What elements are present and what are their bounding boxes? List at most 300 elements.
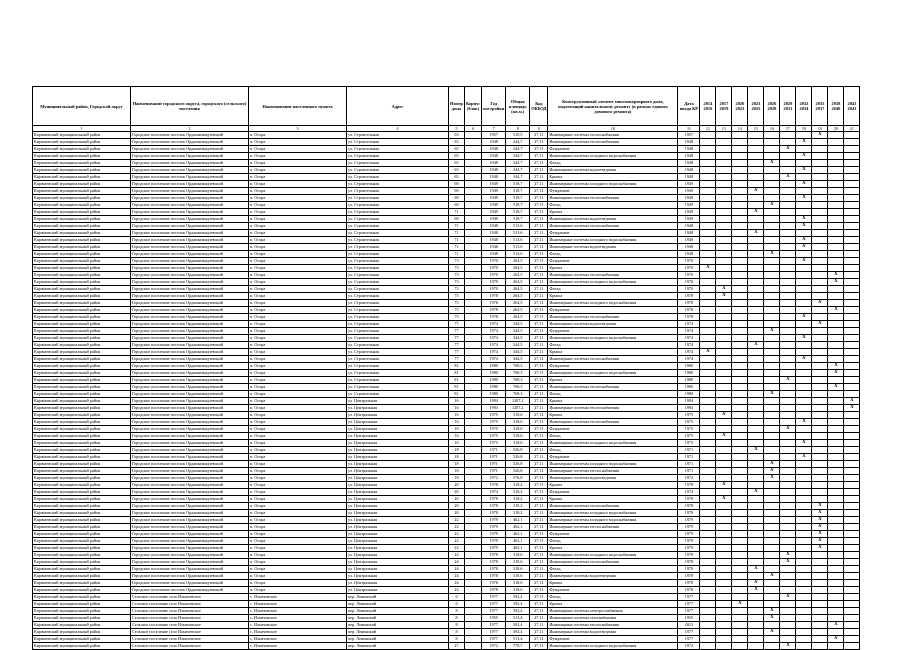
table-cell: пер. Ленинский [347, 643, 449, 650]
table-cell [465, 398, 482, 405]
table-cell: Городское поселение поселок Орджоникидзевский [131, 440, 249, 447]
table-cell: 318,2 [506, 503, 530, 510]
table-cell [700, 552, 716, 559]
table-cell [732, 524, 748, 531]
table-cell: ул. Строительная [347, 328, 449, 335]
table-cell: п. Осора [249, 419, 347, 426]
table-cell [700, 251, 716, 258]
table-cell: 27.11 [530, 363, 548, 370]
table-cell: Сельское поселение село Ильичевское [131, 608, 249, 615]
table-cell [844, 594, 860, 601]
table-cell [700, 594, 716, 601]
table-cell [716, 545, 732, 552]
table-cell: Городское поселение поселок Орджоникидзевский [131, 321, 249, 328]
column-header: 2020 2022 [732, 87, 748, 126]
table-cell: Городское поселение поселок Орджоникидзевский [131, 503, 249, 510]
table-cell [780, 244, 796, 251]
table-cell [748, 153, 764, 160]
table-cell [700, 468, 716, 475]
table-cell: 1974 [482, 489, 506, 496]
table-cell [716, 552, 732, 559]
table-cell: 27.11 [530, 370, 548, 377]
table-cell: 24 [449, 552, 465, 559]
table-cell [700, 230, 716, 237]
table-cell [732, 419, 748, 426]
table-cell [732, 454, 748, 461]
table-row [33, 538, 860, 545]
table-cell [844, 132, 860, 139]
table-cell: 513,6 [506, 244, 530, 251]
table-cell [780, 510, 796, 517]
table-cell [465, 279, 482, 286]
table-cell: X [844, 398, 860, 405]
table-cell: пер. Ленинский [347, 594, 449, 601]
column-number: 1 [33, 126, 131, 132]
table-cell [700, 139, 716, 146]
table-cell [780, 503, 796, 510]
table-cell [844, 160, 860, 167]
table-cell: ул. Центральная [347, 426, 449, 433]
table-cell [780, 524, 796, 531]
table-cell: X [748, 230, 764, 237]
table-cell: Городское поселение поселок Орджоникидзевский [131, 468, 249, 475]
table-row [33, 461, 860, 468]
table-cell [764, 223, 780, 230]
table-cell: 69 [449, 202, 465, 209]
table-cell: 1207,2 [506, 405, 530, 412]
table-cell [764, 482, 780, 489]
table-cell: 1978 [482, 580, 506, 587]
table-cell: 1948 [482, 153, 506, 160]
table-cell: 1978 [678, 573, 700, 580]
table-cell [812, 363, 828, 370]
table-cell [764, 188, 780, 195]
table-cell [844, 552, 860, 559]
table-cell [748, 552, 764, 559]
table-row [33, 503, 860, 510]
table-cell [716, 475, 732, 482]
table-cell: 27.11 [530, 258, 548, 265]
table-cell: Городское поселение поселок Орджоникидзевский [131, 426, 249, 433]
table-cell: 22 [449, 524, 465, 531]
table-cell [828, 552, 844, 559]
table-cell: 1948 [482, 160, 506, 167]
table-cell: 69 [449, 216, 465, 223]
table-cell: Крыша [548, 293, 678, 300]
table-cell [732, 475, 748, 482]
table-cell: 27.11 [530, 188, 548, 195]
table-cell: 318,6 [506, 587, 530, 594]
table-cell [716, 300, 732, 307]
table-cell: 16 [449, 419, 465, 426]
table-cell [465, 307, 482, 314]
table-cell [828, 223, 844, 230]
table-row [33, 524, 860, 531]
table-cell [732, 447, 748, 454]
table-cell: 20 [449, 482, 465, 489]
table-cell: 1979 [678, 538, 700, 545]
table-cell [764, 594, 780, 601]
table-row [33, 517, 860, 524]
table-cell [780, 405, 796, 412]
table-cell: 27.11 [530, 629, 548, 636]
table-cell [716, 202, 732, 209]
table-cell [748, 475, 764, 482]
table-cell: п. Осора [249, 482, 347, 489]
table-cell: Инженерные системы теплоснабжения [548, 132, 678, 139]
table-cell [716, 377, 732, 384]
table-cell [465, 216, 482, 223]
table-cell: Городское поселение поселок Орджоникидзевский [131, 356, 249, 363]
table-cell [764, 279, 780, 286]
table-cell: 27.11 [530, 552, 548, 559]
table-cell: X [812, 132, 828, 139]
table-cell: 576,8 [506, 475, 530, 482]
table-row [33, 321, 860, 328]
table-cell: 63 [449, 139, 465, 146]
table-cell [700, 153, 716, 160]
table-cell: Карачаевский муниципальный район [33, 195, 131, 202]
table-cell: п. Осора [249, 293, 347, 300]
table-cell [796, 580, 812, 587]
table-cell: Карачаевский муниципальный район [33, 468, 131, 475]
table-cell [700, 391, 716, 398]
table-row [33, 433, 860, 440]
table-cell [812, 461, 828, 468]
table-cell [812, 139, 828, 146]
column-header: 2038 2040 [828, 87, 844, 126]
table-cell: X [828, 307, 844, 314]
table-cell [700, 489, 716, 496]
table-cell: 77 [449, 328, 465, 335]
table-cell: 344,5 [506, 321, 530, 328]
table-cell [716, 594, 732, 601]
table-cell [844, 377, 860, 384]
table-cell: 81 [449, 370, 465, 377]
table-cell [700, 419, 716, 426]
table-cell: 1955 [678, 615, 700, 622]
table-cell [716, 503, 732, 510]
table-cell [844, 608, 860, 615]
table-cell: Городское поселение поселок Орджоникидзевский [131, 293, 249, 300]
table-cell: 513,6 [506, 237, 530, 244]
table-cell: 513,4 [506, 615, 530, 622]
table-cell [828, 244, 844, 251]
table-row [33, 440, 860, 447]
table-cell [748, 636, 764, 643]
table-cell [828, 475, 844, 482]
table-cell [465, 174, 482, 181]
table-cell: Городское поселение поселок Орджоникидзевский [131, 461, 249, 468]
table-cell: п. Осора [249, 258, 347, 265]
table-cell: 24 [449, 559, 465, 566]
table-cell: 1970 [482, 286, 506, 293]
table-cell [748, 167, 764, 174]
table-cell: 318,2 [506, 510, 530, 517]
table-cell [812, 587, 828, 594]
table-cell: п. Осора [249, 391, 347, 398]
table-cell: п. Осора [249, 328, 347, 335]
column-number: 17 [780, 126, 796, 132]
table-cell: п. Осора [249, 538, 347, 545]
table-cell: X [748, 580, 764, 587]
table-cell [700, 545, 716, 552]
table-cell: 1970 [482, 258, 506, 265]
table-cell: ул. Строительная [347, 202, 449, 209]
table-cell [796, 538, 812, 545]
table-cell: X [828, 384, 844, 391]
table-cell: Карачаевский муниципальный район [33, 503, 131, 510]
table-cell [732, 440, 748, 447]
table-cell [844, 419, 860, 426]
table-cell: Городское поселение поселок Орджоникидзевский [131, 475, 249, 482]
table-cell: 1972 [482, 475, 506, 482]
table-cell: 518,7 [506, 202, 530, 209]
table-cell: п. Осора [249, 552, 347, 559]
table-cell [780, 489, 796, 496]
table-cell [796, 636, 812, 643]
table-cell [812, 223, 828, 230]
table-cell: Карачаевский муниципальный район [33, 237, 131, 244]
table-cell: 63 [449, 167, 465, 174]
table-cell [780, 258, 796, 265]
table-cell: 1978 [678, 559, 700, 566]
table-cell: Карачаевский муниципальный район [33, 573, 131, 580]
table-cell: 518,7 [506, 181, 530, 188]
table-cell: 71 [449, 209, 465, 216]
table-cell: п. Осора [249, 139, 347, 146]
table-cell [764, 293, 780, 300]
table-cell [828, 356, 844, 363]
table-cell: Городское поселение поселок Орджоникидзевский [131, 279, 249, 286]
table-cell: 27.11 [530, 244, 548, 251]
table-cell: X [796, 314, 812, 321]
table-cell [700, 538, 716, 545]
table-cell [828, 426, 844, 433]
table-cell: 81 [449, 384, 465, 391]
table-cell [780, 188, 796, 195]
table-cell [812, 167, 828, 174]
table-cell: Крыша [548, 545, 678, 552]
table-cell: ул. Центральная [347, 482, 449, 489]
table-cell [700, 622, 716, 629]
table-cell [716, 468, 732, 475]
table-cell: Карачаевский муниципальный район [33, 363, 131, 370]
table-cell [844, 328, 860, 335]
table-cell [828, 174, 844, 181]
table-cell: 27.11 [530, 580, 548, 587]
table-cell: 264,5 [506, 272, 530, 279]
table-cell [812, 426, 828, 433]
table-cell: 77 [449, 342, 465, 349]
table-cell: Городское поселение поселок Орджоникидзевский [131, 496, 249, 503]
table-cell: пер. Ленинский [347, 615, 449, 622]
table-cell: 1971 [678, 454, 700, 461]
table-cell: 27.11 [530, 496, 548, 503]
table-cell [465, 524, 482, 531]
table-cell [732, 433, 748, 440]
table-cell: п. Осора [249, 300, 347, 307]
column-number: 13 [716, 126, 732, 132]
table-cell [780, 293, 796, 300]
table-cell: п. Осора [249, 349, 347, 356]
table-cell [465, 475, 482, 482]
table-cell [844, 209, 860, 216]
table-cell: X [716, 412, 732, 419]
table-cell: Городское поселение поселок Орджоникидзевский [131, 384, 249, 391]
table-cell [748, 181, 764, 188]
table-cell: ул. Строительная [347, 286, 449, 293]
table-cell: 1979 [482, 538, 506, 545]
table-cell: Инженерные системы холодного водоснабжения [548, 279, 678, 286]
table-cell: Карачаевский муниципальный район [33, 377, 131, 384]
table-cell: 344,7 [506, 153, 530, 160]
table-cell [700, 363, 716, 370]
table-cell [812, 202, 828, 209]
table-cell: X [796, 419, 812, 426]
table-cell [812, 447, 828, 454]
table-cell: 1948 [678, 153, 700, 160]
table-cell [828, 293, 844, 300]
table-cell: 27.11 [530, 573, 548, 580]
column-header: 2029 2031 [780, 87, 796, 126]
table-cell [465, 335, 482, 342]
table-cell: 75 [449, 307, 465, 314]
table-cell: 1948 [678, 160, 700, 167]
table-cell: Фундамент [548, 587, 678, 594]
table-cell: пер. Ленинский [347, 636, 449, 643]
column-header: Дата ввода КР [678, 87, 700, 126]
table-cell [716, 272, 732, 279]
table-cell: 77 [449, 335, 465, 342]
table-cell [844, 538, 860, 545]
table-cell [764, 531, 780, 538]
table-cell [748, 279, 764, 286]
table-cell: п. Осора [249, 510, 347, 517]
table-cell: Фундамент [548, 146, 678, 153]
table-cell [700, 132, 716, 139]
table-cell: 318,2 [506, 482, 530, 489]
table-cell: X [812, 300, 828, 307]
table-cell [700, 412, 716, 419]
table-cell [764, 601, 780, 608]
table-cell [780, 342, 796, 349]
table-cell [700, 615, 716, 622]
table-cell: Крыша [548, 580, 678, 587]
table-cell [844, 545, 860, 552]
table-cell: 1978 [482, 503, 506, 510]
table-cell [812, 258, 828, 265]
table-cell: п. Осора [249, 426, 347, 433]
table-cell [748, 356, 764, 363]
table-cell [465, 153, 482, 160]
table-cell [812, 181, 828, 188]
table-cell: Инженерные системы холодного водоснабжения [548, 237, 678, 244]
table-cell: 27.11 [530, 237, 548, 244]
table-cell: Городское поселение поселок Орджоникидзевский [131, 531, 249, 538]
table-cell [732, 335, 748, 342]
table-cell [465, 594, 482, 601]
table-row [33, 230, 860, 237]
table-cell [780, 608, 796, 615]
table-cell [716, 517, 732, 524]
table-cell: Карачаевский муниципальный район [33, 370, 131, 377]
table-cell [780, 538, 796, 545]
table-cell [796, 531, 812, 538]
table-cell: X [796, 258, 812, 265]
table-cell: ул. Центральная [347, 489, 449, 496]
table-cell: 1949 [678, 216, 700, 223]
table-cell: Карачаевский муниципальный район [33, 440, 131, 447]
table-cell [732, 461, 748, 468]
table-cell [796, 377, 812, 384]
table-cell: Крыша [548, 377, 678, 384]
table-cell: 526,8 [506, 468, 530, 475]
table-cell [465, 454, 482, 461]
column-number: 5 [449, 126, 465, 132]
table-cell [764, 139, 780, 146]
table-cell [844, 461, 860, 468]
table-cell [780, 517, 796, 524]
table-cell: Крыша [548, 496, 678, 503]
table-cell: 16 [449, 426, 465, 433]
table-cell: Городское поселение поселок Орджоникидзевский [131, 524, 249, 531]
table-cell: 392,4 [506, 622, 530, 629]
table-cell [844, 426, 860, 433]
table-cell [796, 510, 812, 517]
table-cell: 1977 [482, 601, 506, 608]
table-cell [732, 482, 748, 489]
table-cell: 16 [449, 412, 465, 419]
table-cell: Инженерные системы теплоснабжения [548, 223, 678, 230]
table-cell [716, 139, 732, 146]
table-cell [465, 482, 482, 489]
table-cell: 1971 [482, 468, 506, 475]
table-cell [700, 195, 716, 202]
table-cell [796, 468, 812, 475]
table-cell [828, 181, 844, 188]
table-cell [812, 412, 828, 419]
table-cell: 27.11 [530, 587, 548, 594]
table-cell [465, 384, 482, 391]
table-cell [716, 524, 732, 531]
table-cell: 27.11 [530, 608, 548, 615]
table-cell: 24 [449, 566, 465, 573]
table-cell: 1975 [482, 426, 506, 433]
table-cell: Карачаевский муниципальный район [33, 419, 131, 426]
table-cell: Инженерные системы теплоснабжения [548, 559, 678, 566]
table-cell: ул. Центральная [347, 454, 449, 461]
table-cell: Городское поселение поселок Орджоникидзевский [131, 573, 249, 580]
table-cell: 16 [449, 405, 465, 412]
table-cell: Фасад [548, 251, 678, 258]
table-cell [732, 608, 748, 615]
table-cell: с. Ильичевское [249, 643, 347, 650]
table-cell [796, 412, 812, 419]
table-row [33, 377, 860, 384]
table-cell: 27.11 [530, 349, 548, 356]
table-cell: Крыша [548, 412, 678, 419]
table-cell: ул. Строительная [347, 349, 449, 356]
table-cell: п. Осора [249, 531, 347, 538]
table-cell [716, 580, 732, 587]
table-cell [700, 342, 716, 349]
table-cell [748, 545, 764, 552]
table-cell [812, 384, 828, 391]
table-cell: п. Осора [249, 384, 347, 391]
table-cell: ул. Строительная [347, 321, 449, 328]
table-cell [732, 384, 748, 391]
